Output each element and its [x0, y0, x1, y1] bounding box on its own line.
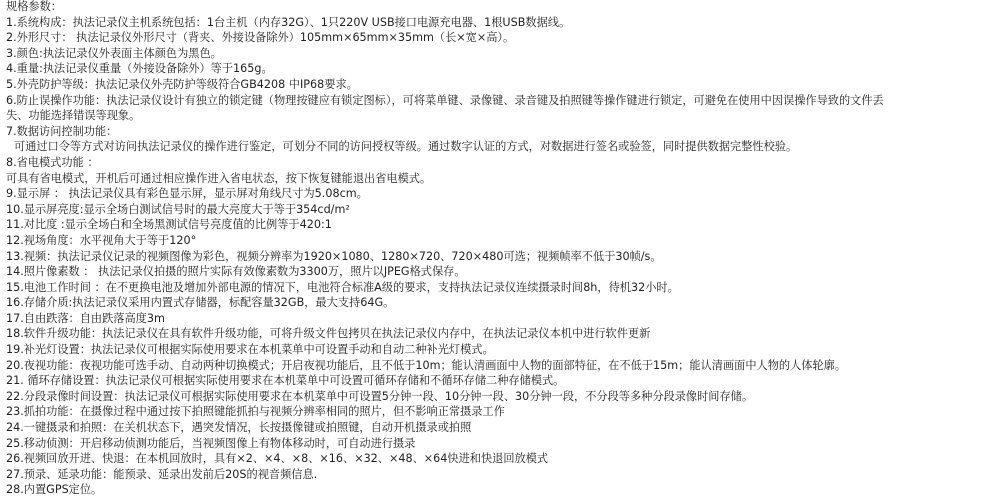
spec-item-night-vision: 20.夜视功能：夜视功能可选手动、自动两种切换模式；开启夜视功能后，且不低于10m；能认清画面中人物的面部特征，在不低于15m；能认清画面中人物的人体轮廓。	[6, 358, 847, 372]
spec-item-weight: 4.重量:执法记录仪重量（外接设备除外）等于165g。	[6, 62, 273, 76]
spec-item-view-angle: 12.视场角度：水平视角大于等于120°	[6, 233, 197, 247]
spec-item-software-upgrade: 18.软件升级功能：执法记录仪在具有软件升级功能，可将升级文件包拷贝在执法记录仪内存中，在执法记录仪本机中进行软件更新	[6, 327, 651, 341]
spec-item-photo-pixels: 14.照片像素数 ： 执法记录仪拍摄的照片实际有效像素数为3300万，照片以JPEG格式保存。	[6, 265, 466, 279]
spec-item-motion-detection: 25.移动侦测：开启移动侦测功能后，当视频图像上有物体移动时，可自动进行摄录	[6, 436, 416, 450]
spec-item-gps: 28.内置GPS定位。	[6, 483, 103, 497]
spec-item-battery: 15.电池工作时间 ：在不更换电池及增加外部电源的情况下，电池符合标准A级的要求，支持执法记录仪连续摄录时间8h，待机32小时。	[6, 280, 679, 294]
spec-item-contrast: 11.对比度 :显示全场白和全场黑测试信号亮度值的比例等于420:1	[6, 218, 332, 232]
spec-item-anti-misoperation-cont: 失、功能选择错误等现象。	[6, 109, 141, 123]
spec-item-power-saving-desc: 可具有省电模式，开机后可通过相应操作进入省电状态，按下恢复键能退出省电模式。	[6, 171, 432, 185]
spec-item-storage: 16.存储介质:执法记录仪采用内置式存储器，标配容量32GB，最大支持64G。	[6, 296, 395, 310]
spec-item-access-control-desc: 可通过口令等方式对访问执法记录仪的操作进行鉴定，可划分不同的访问授权等级。通过数字认证的方式，对数据进行签名或验签，同时提供数据完整性校验。	[14, 140, 798, 154]
spec-item-display: 9.显示屏 ： 执法记录仪具有彩色显示屏，显示屏对角线尺寸为5.08cm。	[6, 187, 368, 201]
spec-item-playback: 26.视频回放开进、快退：在本机回放时，具有×2、×4、×8、×16、×32、×48、×64快进和快退回放模式	[6, 452, 549, 466]
spec-item-protection: 5.外壳防护等级：执法记录仪外壳防护等级符合GB4208 中IP68要求。	[6, 77, 358, 91]
spec-item-color: 3.颜色:执法记录仪外表面主体颜色为黑色。	[6, 46, 222, 60]
spec-item-snapshot: 23.抓拍功能：在摄像过程中通过按下拍照键能抓拍与视频分辨率相同的照片，但不影响正常摄录工作	[6, 405, 505, 419]
spec-item-loop-storage: 21. 循环存储设置：执法记录仪可根据实际使用要求在本机菜单中可设置可循环存储和不循环存储二种存储模式。	[6, 374, 565, 388]
spec-item-pre-post-record: 27.预录、延录功能：能预录、延录出发前后20S的视音频信息.	[6, 467, 318, 481]
spec-item-power-saving: 8.省电模式功能 ：	[6, 155, 99, 169]
spec-item-segment-recording: 22.分段录像时间设置：执法记录仪可根据实际使用要求在本机菜单中可设置5分钟一段、10分钟一段、30分钟一段，不分段等多种分段录像时间存储。	[6, 389, 754, 403]
spec-item-dimensions: 2.外形尺寸： 执法记录仪外形尺寸（背夹、外接设备除外）105mm×65mm×35mm（长×宽×高）。	[6, 31, 515, 45]
spec-item-drop: 17.自由跌落：自由跌落高度3m	[6, 311, 165, 325]
spec-item-one-key-record: 24.一键摄录和拍照：在关机状态下，遇突发情况，长按摄像键或拍照键，自动开机摄录或拍照	[6, 421, 472, 435]
spec-item-brightness: 10.显示屏亮度:显示全场白测试信号时的最大亮度大于等于354cd/m²	[6, 202, 350, 216]
spec-item-fill-light: 19.补光灯设置：执法记录仪可根据实际使用要求在本机菜单中可设置手动和自动二种补光灯模式。	[6, 343, 494, 357]
spec-heading: 规格参数：	[6, 0, 62, 13]
spec-item-anti-misoperation: 6.防止误操作功能：执法记录仪设计有独立的锁定键（物理按键应有锁定图标），可将菜单键、录像键、录音键及拍照键等操作键进行锁定，可避免在使用中因误操作导致的文件丢	[6, 93, 884, 107]
spec-item-system-composition: 1.系统构成：执法记录仪主机系统包括：1台主机（内存32G）、1只220V USB接口电源充电器、1根USB数据线。	[6, 15, 571, 29]
spec-item-video: 13.视频：执法记录仪记录的视频图像为彩色，视频分辨率为1920×1080、1280×720、720×480可选；视频帧率不低于30帧/s。	[6, 249, 662, 263]
spec-item-access-control: 7.数据访问控制功能：	[6, 124, 118, 138]
